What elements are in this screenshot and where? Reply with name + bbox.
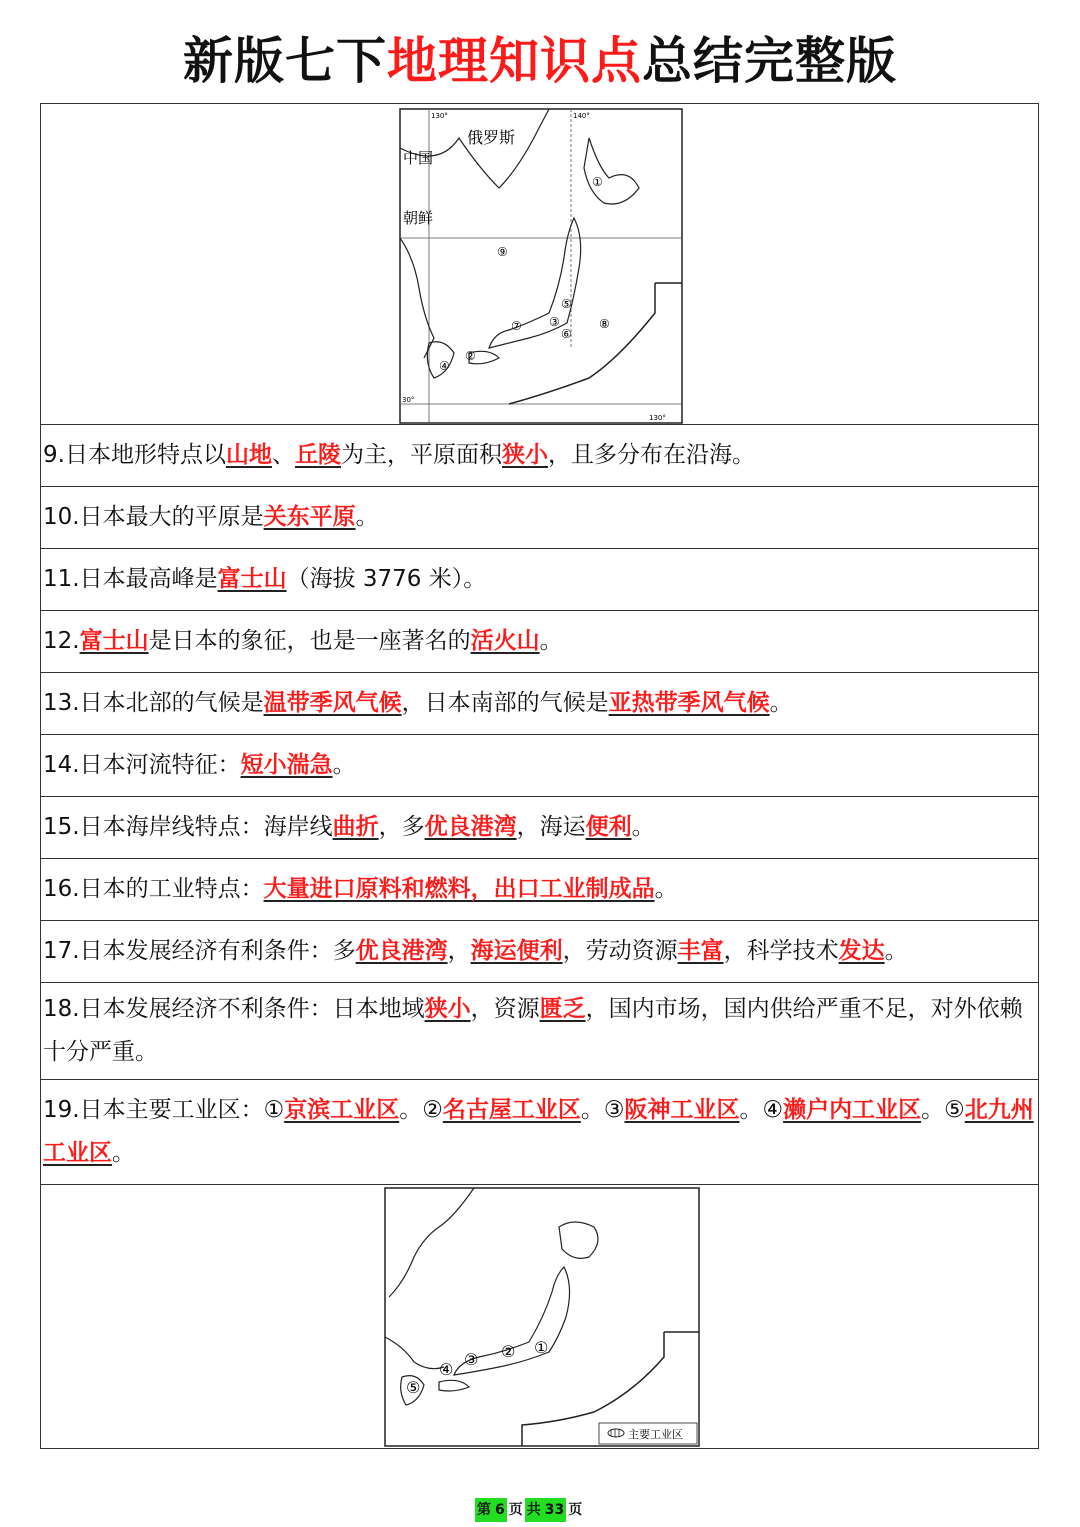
item-13	[41, 673, 1039, 735]
item-9	[41, 425, 1039, 487]
marker-9: ⑨	[497, 245, 508, 259]
item-text: 18.日本发展经济不利条件：日本地域	[43, 996, 425, 1022]
title-part-3: 总结完整版	[642, 32, 897, 90]
key-term: 便利	[585, 814, 632, 840]
item-text: ，劳动资源	[562, 938, 678, 964]
marker-2: ②	[465, 349, 476, 363]
key-term: 名古屋工业区	[442, 1097, 581, 1123]
japan-industry-map	[384, 1187, 700, 1447]
item-text: 。	[631, 814, 655, 840]
item-text: 、	[271, 442, 295, 468]
tick-140-top: 140°	[573, 112, 590, 120]
item-text: 9.日本地形特点以	[43, 442, 226, 468]
zone-2: ②	[501, 1342, 516, 1361]
item-17	[41, 921, 1039, 983]
key-term: 大量进口原料和燃料，出口工业制成品	[263, 876, 655, 902]
key-term: 优良港湾	[355, 938, 448, 964]
item-text: 为主，平原面积	[340, 442, 502, 468]
key-term: 优良港湾	[424, 814, 517, 840]
item-text: 。⑤	[921, 1097, 965, 1123]
item-15	[41, 797, 1039, 859]
item-text: 。	[654, 876, 678, 902]
key-term: 丘陵	[294, 442, 341, 468]
marker-3: ③	[549, 315, 560, 329]
marker-5: ⑤	[561, 297, 572, 311]
footer-gong: 共	[525, 1498, 543, 1522]
item-text: ，海运	[516, 814, 586, 840]
item-text: 。	[769, 690, 793, 716]
marker-4: ④	[439, 359, 450, 373]
zone-5: ⑤	[406, 1378, 421, 1397]
item-text: ，科学技术	[723, 938, 839, 964]
item-text: ，资源	[470, 996, 540, 1022]
page-footer	[475, 1498, 584, 1522]
item-text: ，国内市场，国内供给严重不足，对外依赖十分严重。	[43, 996, 1023, 1065]
label-china: 中国	[403, 149, 434, 167]
zone-1: ①	[534, 1338, 549, 1357]
key-term: 濑户内工业区	[783, 1097, 922, 1123]
legend-label: 主要工业区	[628, 1428, 683, 1441]
item-text: 17.日本发展经济有利条件：多	[43, 938, 356, 964]
key-term: 活火山	[470, 628, 540, 654]
item-text: 。	[355, 504, 379, 530]
item-text: 12.	[43, 628, 80, 654]
item-text: 。②	[399, 1097, 443, 1123]
item-12	[41, 611, 1039, 673]
item-19	[41, 1080, 1039, 1185]
marker-7: ⑦	[511, 319, 522, 333]
item-text: ，且多分布在沿海。	[547, 442, 755, 468]
item-text: 19.日本主要工业区：①	[43, 1097, 285, 1123]
key-term: 短小湍急	[240, 752, 333, 778]
key-term: 丰富	[677, 938, 724, 964]
footer-total-pages: 33	[543, 1498, 566, 1522]
map-cell-1	[41, 104, 1039, 425]
key-term: 海运便利	[470, 938, 563, 964]
marker-6: ⑥	[561, 327, 572, 341]
key-term: 关东平原	[263, 504, 356, 530]
item-16	[41, 859, 1039, 921]
item-18	[41, 983, 1039, 1080]
tick-130-bottom: 130°	[649, 414, 666, 422]
label-russia: 俄罗斯	[467, 128, 516, 147]
item-text: ，	[447, 938, 471, 964]
title-part-2: 地理知识点	[387, 32, 642, 90]
item-text: 10.日本最大的平原是	[43, 504, 264, 530]
title-part-1: 新版七下	[183, 32, 387, 90]
item-text: ，日本南部的气候是	[401, 690, 609, 716]
item-text: 。	[112, 1140, 135, 1166]
key-term: 亚热带季风气候	[608, 690, 770, 716]
tick-30-left: 30°	[402, 396, 415, 404]
footer-ye: 页	[508, 1502, 523, 1518]
zone-4: ④	[439, 1360, 454, 1379]
item-text: （海拔 3776 米）。	[286, 566, 487, 592]
key-term: 狭小	[424, 996, 471, 1022]
item-text: 13.日本北部的气候是	[43, 690, 264, 716]
key-term: 山地	[225, 442, 272, 468]
key-term: 匮乏	[539, 996, 586, 1022]
item-11	[41, 549, 1039, 611]
item-text: 是日本的象征，也是一座著名的	[148, 628, 471, 654]
label-korea: 朝鲜	[403, 209, 434, 227]
marker-1: ①	[592, 175, 603, 189]
key-term: 阪神工业区	[624, 1097, 740, 1123]
key-term: 温带季风气候	[263, 690, 402, 716]
key-term: 富士山	[79, 628, 149, 654]
item-text: 16.日本的工业特点：	[43, 876, 264, 902]
footer-ye-2: 页	[568, 1502, 583, 1518]
key-term: 京滨工业区	[284, 1097, 400, 1123]
knowledge-table	[40, 103, 1039, 1449]
item-text: 11.日本最高峰是	[43, 566, 218, 592]
marker-8: ⑧	[599, 317, 610, 331]
key-term: 北九州工业区	[43, 1097, 1034, 1166]
key-term: 狭小	[501, 442, 548, 468]
key-term: 发达	[838, 938, 885, 964]
key-term: 曲折	[332, 814, 379, 840]
item-text: 。④	[739, 1097, 784, 1123]
japan-terrain-map	[399, 108, 683, 424]
item-text: 14.日本河流特征：	[43, 752, 241, 778]
key-term: 富士山	[217, 566, 287, 592]
footer-di: 第	[475, 1498, 493, 1522]
item-14	[41, 735, 1039, 797]
item-text: 。	[332, 752, 356, 778]
item-text: 15.日本海岸线特点：海岸线	[43, 814, 333, 840]
item-text: 。③	[580, 1097, 625, 1123]
zone-3: ③	[464, 1350, 479, 1369]
map-cell-2	[41, 1185, 1039, 1449]
item-text: 。	[884, 938, 908, 964]
item-10	[41, 487, 1039, 549]
item-text: ，多	[378, 814, 425, 840]
item-text: 。	[539, 628, 563, 654]
page-title	[0, 26, 1080, 96]
footer-page-number: 6	[493, 1498, 507, 1522]
tick-130-top: 130°	[431, 112, 448, 120]
